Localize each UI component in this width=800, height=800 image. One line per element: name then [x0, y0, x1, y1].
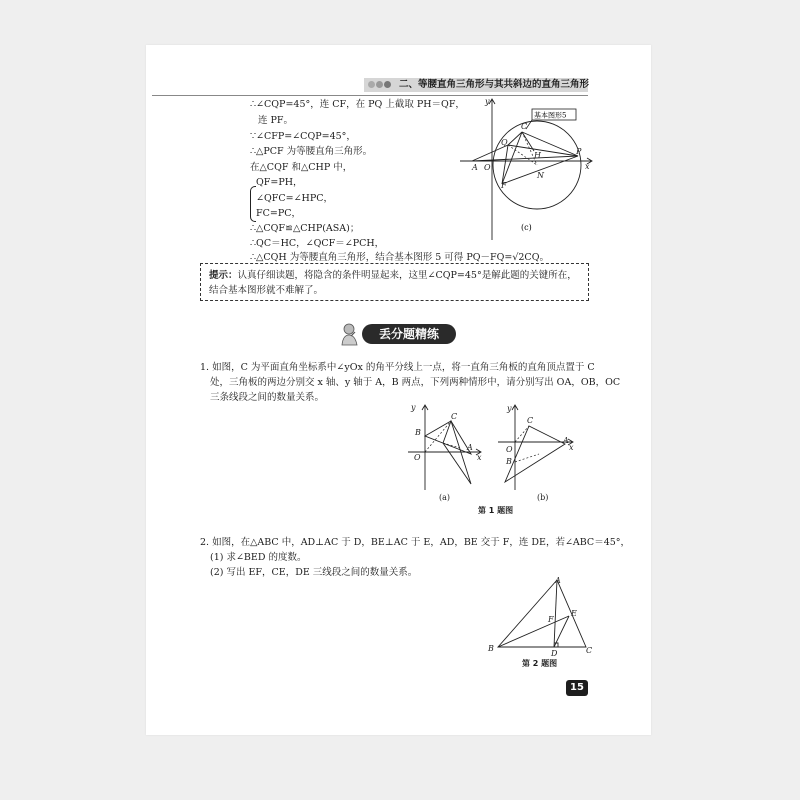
fig-c-label-N: N [537, 171, 544, 180]
figure-c [455, 95, 595, 245]
solution-line-1: ∴∠CQP=45°，连 CF，在 PQ 上截取 PH＝QF， [250, 99, 465, 110]
q1-line-1: 1. 如图，C 为平面直角坐标系中∠yOx 的角平分线上一点，将一直角三角板的直角顶点置于 C [200, 362, 595, 373]
solution-line-9: ∴△CQF≌△CHP(ASA)； [250, 223, 360, 234]
thinking-figure-icon [337, 322, 365, 346]
fig-c-label-x: x [585, 162, 590, 171]
q1-fig-a-caption: (a) [439, 493, 451, 502]
solution-line-2: 连 PF。 [258, 115, 294, 126]
fig-c-label-O: O [484, 163, 491, 172]
fig2-label-E: E [571, 609, 577, 618]
fig2-label-F: F [548, 615, 554, 624]
q2-line-2: (1) 求∠BED 的度数。 [210, 552, 307, 563]
fig-a-label-C: C [451, 412, 458, 421]
section-title: 丢分题精练 [362, 324, 456, 344]
page-number: 15 [566, 680, 588, 696]
q1-fig-b-caption: (b) [537, 493, 549, 502]
q1-figure-b [495, 402, 577, 492]
fig-c-label-Q: Q [501, 138, 508, 147]
q1-figure-a [405, 402, 485, 492]
fig-c-label-P: P [576, 147, 582, 156]
fig-a-label-O: O [414, 453, 421, 462]
tip-box [200, 263, 589, 301]
solution-line-7: ∠QFC=∠HPC， [256, 193, 333, 204]
q1-caption: 第 1 题图 [478, 506, 514, 515]
fig2-label-A: A [555, 576, 561, 585]
q2-figure [487, 574, 597, 658]
fig-c-label-y: y [485, 97, 490, 106]
q2-caption: 第 2 题图 [522, 659, 558, 668]
q2-line-3: (2) 写出 EF，CE，DE 三线段之间的数量关系。 [210, 567, 418, 578]
fig-b-label-B: B [506, 457, 512, 466]
fig-b-label-A: A [563, 436, 569, 445]
fig-b-label-C: C [527, 416, 534, 425]
section-banner [337, 322, 459, 346]
solution-line-6: QF=PH， [256, 177, 303, 188]
fig-c-label-H: H [534, 151, 541, 160]
fig-b-label-x: x [569, 443, 574, 452]
solution-line-4: ∴△PCF 为等腰直角三角形。 [250, 146, 373, 157]
fig-a-label-A: A [467, 443, 473, 452]
solution-line-3: ∵∠CFP=∠CQP=45°， [250, 131, 356, 142]
solution-line-5: 在△CQF 和△CHP 中， [250, 162, 353, 173]
q1-line-2: 处，三角板的两边分别交 x 轴、y 轴于 A，B 两点，下列两种情形中，请分别写出 OA，OB，OC [210, 377, 621, 388]
fig2-label-C: C [586, 646, 593, 655]
fig-c-label-A: A [472, 163, 478, 172]
header-dots-icon [368, 78, 392, 93]
fig2-label-B: B [488, 644, 494, 653]
running-header [364, 78, 588, 92]
fig-b-label-y: y [507, 404, 512, 413]
tip-label: 提示： [209, 270, 238, 281]
fig-c-caption: (c) [521, 223, 532, 232]
fig-a-label-B: B [415, 428, 421, 437]
solution-line-8: FC=PC， [256, 208, 301, 219]
header-title: 二、等腰直角三角形与其共斜边的直角三角形 [399, 79, 590, 90]
q2-line-1: 2. 如图，在△ABC 中，AD⊥AC 于 D，BE⊥AC 于 E，AD，BE 交于 F，连 DE，若∠ABC＝45°， [200, 537, 631, 548]
fig-a-label-y: y [411, 403, 416, 412]
fig-b-label-O: O [506, 445, 513, 454]
fig-c-tag: 基本图形5 [534, 111, 567, 120]
q1-line-3: 三条线段之间的数量关系。 [210, 392, 325, 403]
fig-c-label-C: C [521, 122, 528, 131]
fig-a-label-x: x [477, 453, 482, 462]
fig2-label-D: D [551, 649, 558, 658]
tip-text: 认真仔细读题，将隐含的条件明显起来，这里∠CQP=45°是解此题的关键所在，结合基本图形就不难解了。 [209, 270, 577, 296]
fig-c-label-F: F [501, 181, 507, 190]
solution-line-11: ∴△CQH 为等腰直角三角形，结合基本图形 5 可得 PQ－FQ=√2CQ。 [250, 252, 549, 263]
solution-line-10: ∴QC＝HC，∠QCF＝∠PCH， [250, 238, 385, 249]
